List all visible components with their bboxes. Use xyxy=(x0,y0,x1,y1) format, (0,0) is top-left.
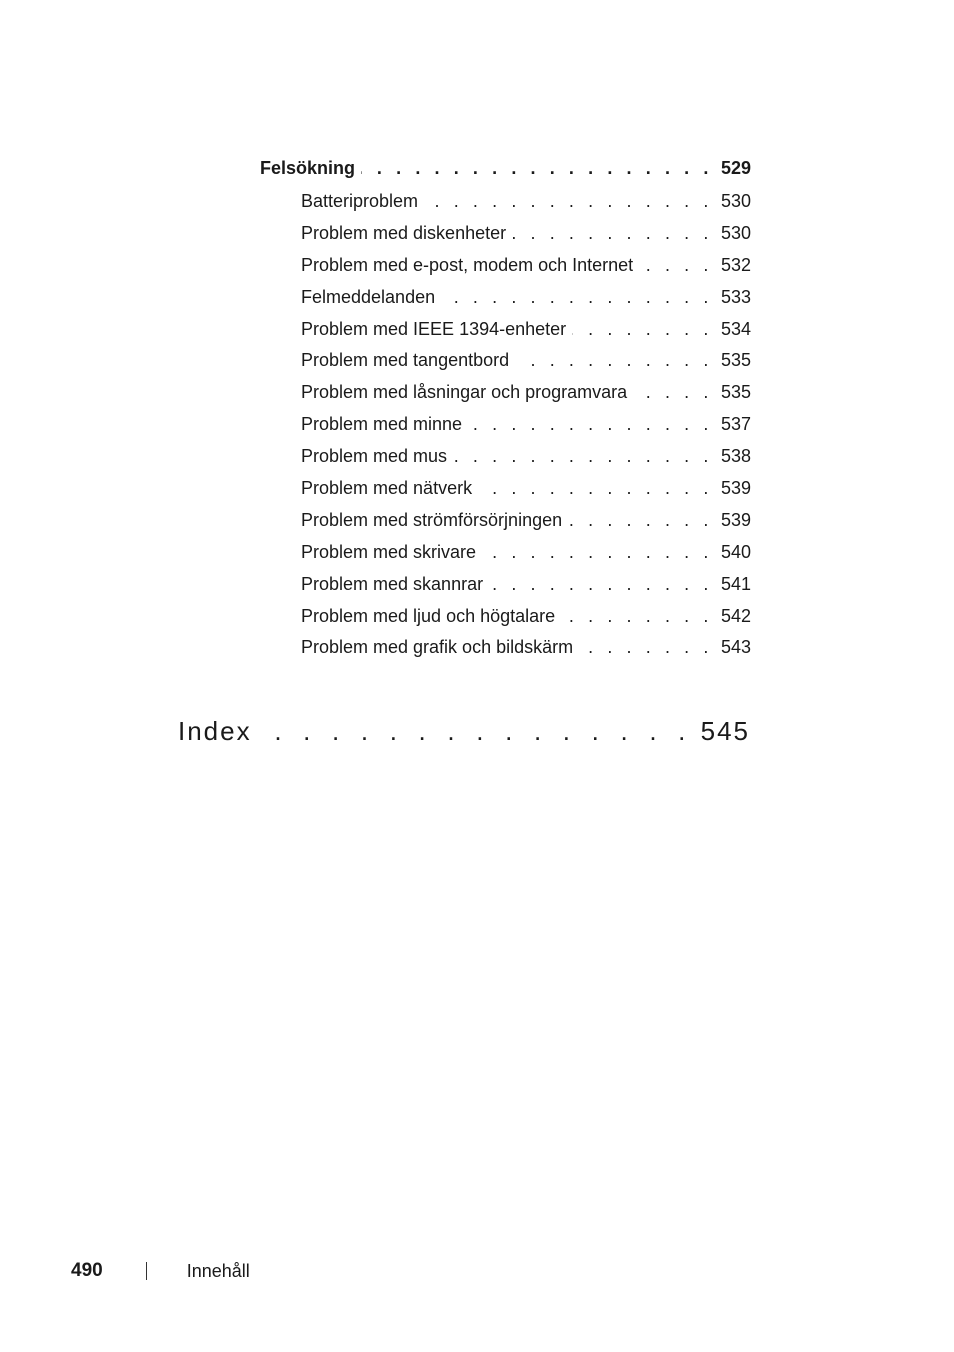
toc-item-page: 541 xyxy=(720,573,751,594)
toc-leader-dots xyxy=(568,505,713,537)
toc-leader-dots xyxy=(572,314,713,346)
toc-leader-dots xyxy=(561,601,713,633)
toc-index-entry[interactable] xyxy=(178,711,750,751)
toc-leader-dots xyxy=(579,632,713,664)
toc-item-label: Problem med diskenheter xyxy=(301,222,507,243)
toc-leader-dots xyxy=(489,569,713,601)
toc-leader-dots xyxy=(441,282,713,314)
toc-item-page: 530 xyxy=(720,191,751,211)
toc-item-page: 534 xyxy=(720,318,751,339)
toc-item[interactable] xyxy=(301,250,751,282)
toc-item-label: Problem med skannrar xyxy=(301,573,484,594)
toc-item-list xyxy=(260,186,751,664)
toc-section-title: Felsökning xyxy=(260,158,356,178)
toc-item[interactable] xyxy=(301,409,751,441)
toc-item-label: Problem med nätverk xyxy=(301,478,473,499)
toc-item-page: 532 xyxy=(720,254,751,275)
toc-item-label: Problem med skrivare xyxy=(301,541,477,562)
toc-item-page: 535 xyxy=(720,382,751,403)
toc-item[interactable] xyxy=(301,537,751,569)
toc-item-label: Problem med ljud och högtalare xyxy=(301,605,556,626)
toc-item[interactable] xyxy=(301,186,751,218)
toc-item-page: 539 xyxy=(720,509,751,530)
toc-item[interactable] xyxy=(301,569,751,601)
toc-item-page: 543 xyxy=(720,637,751,658)
toc-item[interactable] xyxy=(301,473,751,505)
toc-item-label: Problem med grafik och bildskärm xyxy=(301,637,574,658)
toc-item-label: Problem med tangentbord xyxy=(301,350,510,371)
toc-leader-dots xyxy=(512,218,713,250)
toc-item-page: 535 xyxy=(720,350,751,371)
toc-item[interactable] xyxy=(301,282,751,314)
toc-item-label: Felmeddelanden xyxy=(301,286,436,307)
toc-item-label: Problem med e-post, modem och Internet xyxy=(301,254,634,275)
toc-item-page: 533 xyxy=(720,286,751,307)
toc-section xyxy=(260,152,751,664)
toc-item-page: 537 xyxy=(720,414,751,435)
toc-index-page: 545 xyxy=(700,716,750,746)
footer-page-number: 490 xyxy=(71,1260,103,1281)
toc-item[interactable] xyxy=(301,632,751,664)
toc-item-label: Problem med strömförsörjningen xyxy=(301,509,563,530)
toc-leader-dots xyxy=(258,711,693,751)
toc-item-page: 539 xyxy=(720,478,751,499)
toc-item[interactable] xyxy=(301,601,751,633)
toc-item[interactable] xyxy=(301,505,751,537)
footer-divider xyxy=(146,1262,147,1280)
toc-item[interactable] xyxy=(301,377,751,409)
toc-item-page: 538 xyxy=(720,446,751,467)
toc-leader-dots xyxy=(453,441,713,473)
toc-item[interactable] xyxy=(301,441,751,473)
toc-item-label: Problem med låsningar och programvara xyxy=(301,382,628,403)
toc-section-heading[interactable] xyxy=(260,152,751,184)
toc-item-label: Problem med minne xyxy=(301,414,463,435)
toc-item-label: Batteriproblem xyxy=(301,191,419,211)
toc-item-page: 530 xyxy=(720,222,751,243)
toc-item[interactable] xyxy=(301,345,751,377)
toc-item[interactable] xyxy=(301,314,751,346)
toc-leader-dots xyxy=(478,473,713,505)
toc-item[interactable] xyxy=(301,218,751,250)
toc-leader-dots xyxy=(482,537,713,569)
toc-leader-dots xyxy=(361,152,713,184)
toc-leader-dots xyxy=(633,377,713,409)
toc-index-label: Index xyxy=(178,716,252,746)
toc-item-page: 540 xyxy=(720,541,751,562)
footer-chapter-title: Innehåll xyxy=(186,1261,250,1281)
toc-leader-dots xyxy=(639,250,713,282)
toc-item-label: Problem med IEEE 1394-enheter xyxy=(301,318,567,339)
toc-leader-dots xyxy=(468,409,713,441)
toc-leader-dots xyxy=(424,186,713,218)
toc-item-page: 542 xyxy=(720,605,751,626)
toc-section-page: 529 xyxy=(720,158,751,178)
page-footer xyxy=(71,1256,250,1286)
toc-item-label: Problem med mus xyxy=(301,446,448,467)
toc-leader-dots xyxy=(515,345,713,377)
